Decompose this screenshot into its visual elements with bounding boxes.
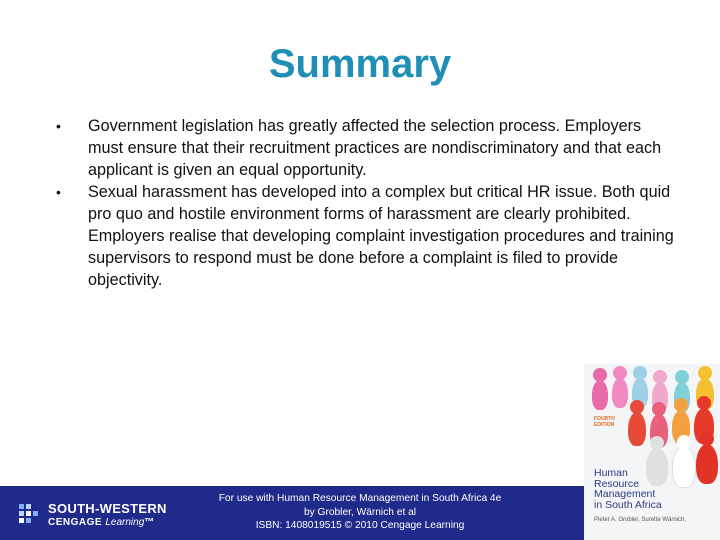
book-cover-image xyxy=(584,364,720,540)
bullet-list xyxy=(56,115,676,291)
book-edition: FOURTH EDITION xyxy=(594,416,615,428)
bullet-text: Government legislation has greatly affected the selection process. Employers must ensure that their recruitment practices are nondiscriminatory and that each applicant is given an equal opportunity. xyxy=(88,117,662,179)
brand-subline: CENGAGE Learning™ xyxy=(48,517,155,528)
south-western-logo-icon xyxy=(18,503,40,525)
bullet-text: Sexual harassment has developed into a complex but critical HR issue. Both quid pro quo and hostile environment forms of harassment are clearly prohibited. Employers realise that developing complaint investigation procedures and training supervisors to respond must be done before a complaint is filed to provide objectivity. xyxy=(88,183,674,289)
footer-bar xyxy=(0,486,584,540)
book-title: Human Resource Management in South Africa xyxy=(594,467,662,511)
pawn-icon xyxy=(612,378,628,408)
pawn-icon xyxy=(592,380,608,410)
copyright-notice: For use with Human Resource Management in South Africa 4e by Grobler, Wärnich et al ISBN: 1408019515 © 2010 Cengage Learning xyxy=(218,493,502,531)
bullet-item xyxy=(56,115,676,181)
pawn-icon xyxy=(696,444,718,484)
bullet-dot-icon: • xyxy=(56,184,61,200)
bullet-item xyxy=(56,181,676,291)
brand-name: SOUTH-WESTERN xyxy=(48,501,167,516)
pawn-icon xyxy=(672,446,696,488)
slide-title: Summary xyxy=(268,42,452,86)
book-authors: Pieter A. Grobler, Surette Wärnich, xyxy=(594,517,687,523)
pawn-icon xyxy=(628,412,646,446)
bullet-dot-icon: • xyxy=(56,118,61,134)
